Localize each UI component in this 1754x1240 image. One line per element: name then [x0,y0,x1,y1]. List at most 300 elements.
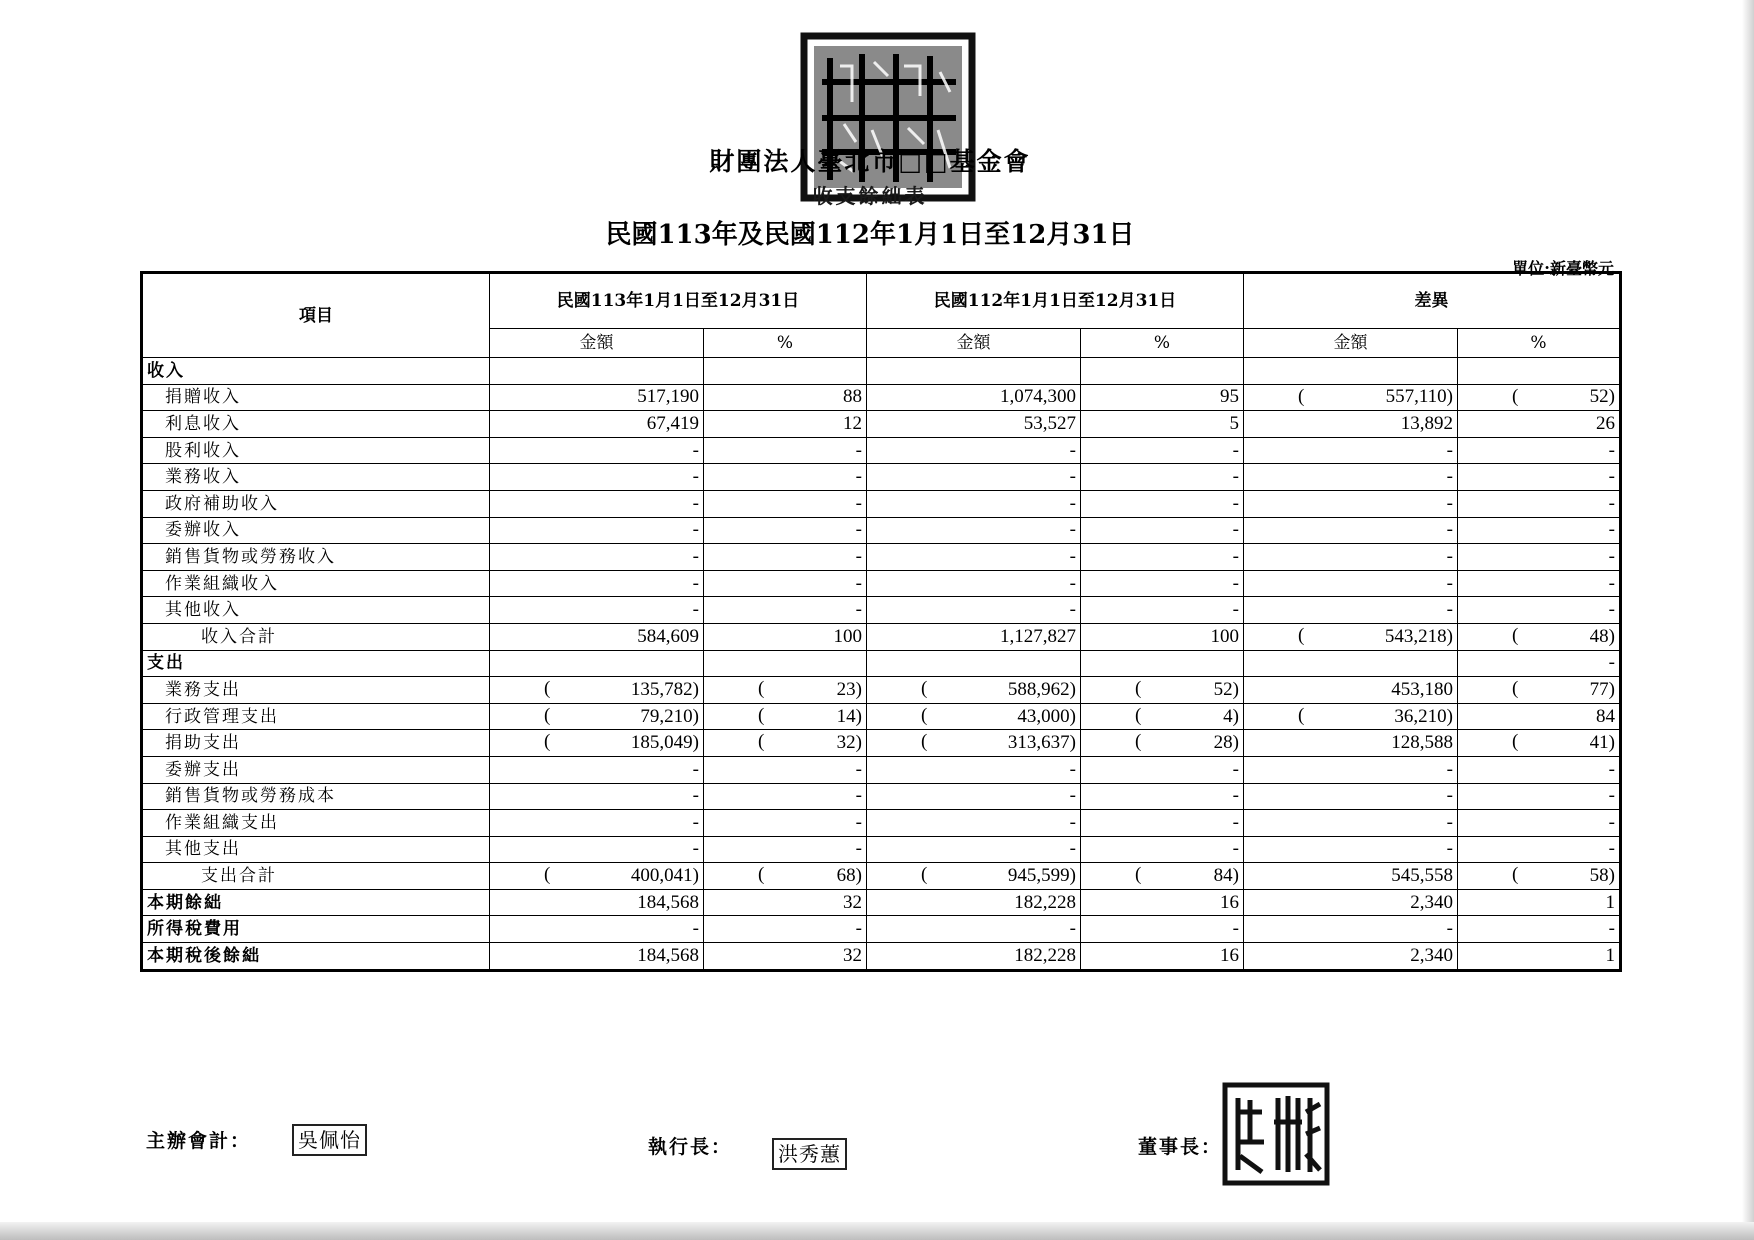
cell-value: - [1232,545,1239,567]
row-label: 支出 [142,650,490,677]
cell-pri-pct [1081,437,1244,464]
cell-cur-amt [490,623,704,650]
cell-pri-pct [1081,411,1244,438]
cell-pri-amt [867,623,1081,650]
cell-dif-pct [1458,810,1621,837]
row-label: 業務支出 [142,677,490,704]
row-label: 銷售貨物或勞務成本 [142,783,490,810]
cell-value: - [1608,519,1615,541]
cell-value: - [1069,492,1076,514]
cell-value: 32 [843,944,862,966]
cell-value: 1 [1605,944,1615,966]
row-label: 收入合計 [142,623,490,650]
row-label: 股利收入 [142,437,490,464]
cell-value: - [1446,599,1453,621]
cell-pri-pct [1081,384,1244,411]
cell-value: - [1608,466,1615,488]
cell-value: - [1608,572,1615,594]
cell-value: - [692,785,699,807]
cell-value: - [692,545,699,567]
cell-cur-amt [490,916,704,943]
open-paren: ( [544,678,551,700]
cell-value: 557,110) [1385,386,1453,408]
cell-pri-pct [1081,756,1244,783]
cell-dif-amt [1244,490,1458,517]
chair-seal-icon [1222,1082,1330,1186]
table-row [142,650,1621,677]
cell-dif-pct [1458,570,1621,597]
row-label: 其他支出 [142,836,490,863]
table-row [142,517,1621,544]
cell-value: - [1069,599,1076,621]
cell-value: 4) [1223,705,1239,727]
cell-dif-pct [1458,358,1621,385]
cell-value: 12 [843,412,862,434]
cell-value: 84 [1596,705,1615,727]
cell-value: 77) [1589,678,1615,700]
open-paren: ( [1512,624,1519,646]
row-label: 收入 [142,358,490,385]
open-paren: ( [1298,385,1305,407]
table-row [142,623,1621,650]
cell-pri-amt [867,358,1081,385]
cell-value: - [1232,439,1239,461]
cell-cur-pct [704,517,867,544]
row-label: 委辦收入 [142,517,490,544]
cell-value: 67,419 [646,412,699,434]
open-paren: ( [1135,678,1142,700]
cell-value: - [1069,811,1076,833]
cell-value: - [1232,492,1239,514]
table-row [142,810,1621,837]
row-label: 作業組織收入 [142,570,490,597]
cell-dif-amt [1244,650,1458,677]
cell-cur-amt [490,703,704,730]
cell-value: 184,568 [637,944,699,966]
cell-cur-amt [490,863,704,890]
cell-pri-amt [867,889,1081,916]
cell-dif-pct [1458,437,1621,464]
cell-pri-amt [867,836,1081,863]
cell-dif-pct [1458,783,1621,810]
cell-pri-pct [1081,517,1244,544]
report-period: 民國113年及民國112年1月1日至12月31日 [605,220,1135,250]
cell-value: - [692,918,699,940]
cell-value: 32 [843,891,862,913]
cell-pri-amt [867,570,1081,597]
cell-value: - [1232,838,1239,860]
cell-pri-amt [867,916,1081,943]
cell-pri-pct [1081,677,1244,704]
row-label: 支出合計 [142,863,490,890]
open-paren: ( [758,864,765,886]
cell-cur-pct [704,836,867,863]
table-row [142,677,1621,704]
cell-dif-pct [1458,703,1621,730]
header-difference-percent: % [1458,329,1621,358]
cell-value: 543,218) [1384,625,1453,647]
cell-pri-amt [867,756,1081,783]
cell-value: - [1446,811,1453,833]
cell-cur-amt [490,358,704,385]
cell-value: 32) [836,732,862,754]
cell-pri-pct [1081,358,1244,385]
cell-dif-pct [1458,889,1621,916]
cell-value: - [692,492,699,514]
cell-pri-pct [1081,943,1244,971]
open-paren: ( [921,678,928,700]
cell-pri-amt [867,730,1081,757]
ceo-stamp: 洪秀蕙 [772,1138,847,1170]
scan-edge-bottom [0,1222,1754,1240]
cell-value: 68) [836,865,862,887]
cell-value: 95 [1220,386,1239,408]
cell-value: 84) [1213,865,1239,887]
cell-cur-pct [704,570,867,597]
open-paren: ( [1512,864,1519,886]
cell-dif-amt [1244,889,1458,916]
cell-value: - [692,466,699,488]
cell-dif-amt [1244,783,1458,810]
row-label: 利息收入 [142,411,490,438]
cell-value: - [1069,918,1076,940]
cell-value: - [1069,439,1076,461]
cell-value: - [1232,811,1239,833]
cell-value: 1,074,300 [1000,386,1076,408]
open-paren: ( [1512,385,1519,407]
cell-value: - [692,599,699,621]
table-row [142,783,1621,810]
header-current-period: 民國113年1月1日至12月31日 [490,273,867,329]
cell-dif-pct [1458,650,1621,677]
cell-dif-amt [1244,677,1458,704]
table-row [142,889,1621,916]
row-label: 本期稅後餘絀 [142,943,490,971]
cell-dif-pct [1458,863,1621,890]
table-row [142,544,1621,571]
cell-dif-pct [1458,517,1621,544]
cell-cur-pct [704,730,867,757]
cell-dif-amt [1244,810,1458,837]
cell-value: 100 [1210,625,1239,647]
cell-value: 28) [1213,732,1239,754]
cell-value: - [1232,572,1239,594]
cell-pri-pct [1081,836,1244,863]
cell-value: - [692,838,699,860]
cell-value: - [1446,466,1453,488]
statement-rows [142,358,1621,971]
cell-value: - [1608,545,1615,567]
scan-edge-right [1742,0,1754,1240]
cell-value: - [855,838,862,860]
cell-value: - [1446,519,1453,541]
header-difference: 差異 [1244,273,1621,329]
cell-cur-amt [490,677,704,704]
cell-value: - [855,599,862,621]
cell-value: - [1608,838,1615,860]
cell-dif-pct [1458,544,1621,571]
cell-value: - [1232,918,1239,940]
cell-cur-amt [490,517,704,544]
cell-value: - [1446,838,1453,860]
cell-pri-amt [867,810,1081,837]
cell-cur-amt [490,411,704,438]
cell-value: - [1069,758,1076,780]
row-label: 所得稅費用 [142,916,490,943]
cell-value: - [692,572,699,594]
cell-cur-pct [704,810,867,837]
cell-dif-pct [1458,836,1621,863]
cell-pri-pct [1081,464,1244,491]
cell-value: - [692,758,699,780]
cell-dif-pct [1458,411,1621,438]
header-prior-percent: % [1081,329,1244,358]
open-paren: ( [758,731,765,753]
cell-value: 16 [1220,891,1239,913]
cell-value: - [1232,599,1239,621]
cell-value: - [855,918,862,940]
cell-value: 1 [1605,891,1615,913]
cell-pri-pct [1081,916,1244,943]
cell-value: - [692,439,699,461]
cell-pri-amt [867,411,1081,438]
cell-value: 52) [1213,678,1239,700]
cell-cur-pct [704,544,867,571]
cell-value: 26 [1596,412,1615,434]
cell-cur-pct [704,783,867,810]
table-row [142,570,1621,597]
cell-dif-amt [1244,358,1458,385]
cell-dif-amt [1244,411,1458,438]
cell-value: - [855,519,862,541]
cell-cur-amt [490,783,704,810]
cell-value: 182,228 [1014,891,1076,913]
cell-value: - [1069,838,1076,860]
cell-pri-pct [1081,570,1244,597]
cell-cur-amt [490,810,704,837]
cell-pri-amt [867,544,1081,571]
cell-pri-amt [867,437,1081,464]
cell-value: - [1446,758,1453,780]
cell-cur-amt [490,650,704,677]
open-paren: ( [544,864,551,886]
cell-dif-pct [1458,623,1621,650]
cell-value: 400,041) [630,865,699,887]
cell-dif-amt [1244,437,1458,464]
cell-dif-amt [1244,836,1458,863]
table-row [142,756,1621,783]
cell-value: 88 [843,386,862,408]
cell-pri-pct [1081,623,1244,650]
cell-value: - [1608,918,1615,940]
cell-cur-pct [704,411,867,438]
cell-cur-amt [490,544,704,571]
cell-value: - [692,519,699,541]
open-paren: ( [1135,864,1142,886]
cell-value: - [1608,439,1615,461]
cell-value: 58) [1589,865,1615,887]
open-paren: ( [544,731,551,753]
open-paren: ( [1135,731,1142,753]
cell-cur-amt [490,889,704,916]
cell-cur-pct [704,490,867,517]
cell-dif-amt [1244,384,1458,411]
cell-value: 182,228 [1014,944,1076,966]
header-prior-amount: 金額 [867,329,1081,358]
cell-dif-amt [1244,863,1458,890]
header-difference-amount: 金額 [1244,329,1458,358]
cell-value: 184,568 [637,891,699,913]
cell-dif-amt [1244,916,1458,943]
cell-dif-amt [1244,544,1458,571]
table-row [142,411,1621,438]
cell-value: - [855,492,862,514]
cell-dif-pct [1458,916,1621,943]
cell-pri-pct [1081,889,1244,916]
cell-cur-amt [490,437,704,464]
table-row [142,437,1621,464]
income-statement-table-wrap [140,271,1618,972]
cell-value: - [1446,918,1453,940]
cell-value: 313,637) [1007,732,1076,754]
cell-cur-amt [490,384,704,411]
cell-value: - [1608,599,1615,621]
cell-pri-pct [1081,810,1244,837]
table-row [142,943,1621,971]
cell-value: 5 [1229,412,1239,434]
cell-dif-amt [1244,730,1458,757]
cell-pri-amt [867,464,1081,491]
cell-value: 588,962) [1007,678,1076,700]
cell-dif-pct [1458,597,1621,624]
cell-value: 79,210) [640,705,699,727]
cell-value: 48) [1589,625,1615,647]
cell-value: - [692,811,699,833]
cell-cur-pct [704,916,867,943]
cell-pri-amt [867,650,1081,677]
open-paren: ( [921,731,928,753]
cell-value: - [1069,545,1076,567]
open-paren: ( [758,704,765,726]
cell-value: - [1446,545,1453,567]
cell-pri-amt [867,597,1081,624]
cell-cur-amt [490,756,704,783]
row-label: 其他收入 [142,597,490,624]
cell-pri-amt [867,517,1081,544]
cell-pri-amt [867,863,1081,890]
cell-value: - [1608,758,1615,780]
cell-dif-amt [1244,703,1458,730]
header-current-amount: 金額 [490,329,704,358]
cell-value: 43,000) [1017,705,1076,727]
cell-value: 453,180 [1391,678,1453,700]
cell-cur-amt [490,836,704,863]
cell-dif-amt [1244,464,1458,491]
cell-value: 1,127,827 [1000,625,1076,647]
cell-cur-pct [704,437,867,464]
cell-value: 135,782) [630,678,699,700]
cell-cur-pct [704,677,867,704]
row-label: 行政管理支出 [142,703,490,730]
chair-label: 董事長： [1138,1136,1223,1158]
row-label: 委辦支出 [142,756,490,783]
cell-value: - [1608,652,1615,674]
cell-value: - [855,439,862,461]
open-paren: ( [1298,704,1305,726]
cell-cur-pct [704,703,867,730]
cell-value: - [855,466,862,488]
cell-value: - [1608,811,1615,833]
cell-value: 545,558 [1391,865,1453,887]
organization-name: 財團法人臺北市□□基金會 [709,147,1031,176]
cell-cur-amt [490,597,704,624]
cell-value: - [1446,439,1453,461]
currency-unit: 單位:新臺幣元 [1512,259,1614,278]
cell-value: - [1608,492,1615,514]
cell-value: 100 [833,625,862,647]
cell-value: - [855,758,862,780]
cell-cur-pct [704,650,867,677]
cell-dif-amt [1244,570,1458,597]
table-row [142,863,1621,890]
cell-pri-amt [867,490,1081,517]
cell-value: - [1446,785,1453,807]
cell-cur-pct [704,597,867,624]
cell-value: - [1069,785,1076,807]
row-label: 捐贈收入 [142,384,490,411]
cell-pri-pct [1081,597,1244,624]
cell-pri-pct [1081,863,1244,890]
table-row [142,490,1621,517]
report-title: 收支餘絀表 [812,184,928,208]
cell-cur-amt [490,570,704,597]
cell-cur-amt [490,464,704,491]
cell-cur-pct [704,863,867,890]
cell-dif-pct [1458,943,1621,971]
open-paren: ( [921,864,928,886]
table-row [142,358,1621,385]
cell-pri-pct [1081,650,1244,677]
cell-cur-amt [490,943,704,971]
cell-value: - [855,572,862,594]
cell-dif-pct [1458,490,1621,517]
cell-pri-pct [1081,783,1244,810]
table-row [142,597,1621,624]
row-label: 捐助支出 [142,730,490,757]
cell-value: 584,609 [637,625,699,647]
table-row [142,836,1621,863]
cell-dif-amt [1244,597,1458,624]
cell-value: 53,527 [1023,412,1076,434]
open-paren: ( [1298,624,1305,646]
table-row [142,384,1621,411]
header-current-percent: % [704,329,867,358]
cell-value: - [1232,758,1239,780]
cell-value: - [1069,466,1076,488]
cell-value: 52) [1589,386,1615,408]
cell-value: 36,210) [1394,705,1453,727]
cell-dif-amt [1244,756,1458,783]
cell-pri-pct [1081,730,1244,757]
cell-dif-pct [1458,384,1621,411]
cell-value: 41) [1589,732,1615,754]
table-row [142,916,1621,943]
cell-value: - [1232,785,1239,807]
cell-pri-amt [867,783,1081,810]
cell-value: - [1232,466,1239,488]
cell-pri-pct [1081,703,1244,730]
open-paren: ( [758,678,765,700]
